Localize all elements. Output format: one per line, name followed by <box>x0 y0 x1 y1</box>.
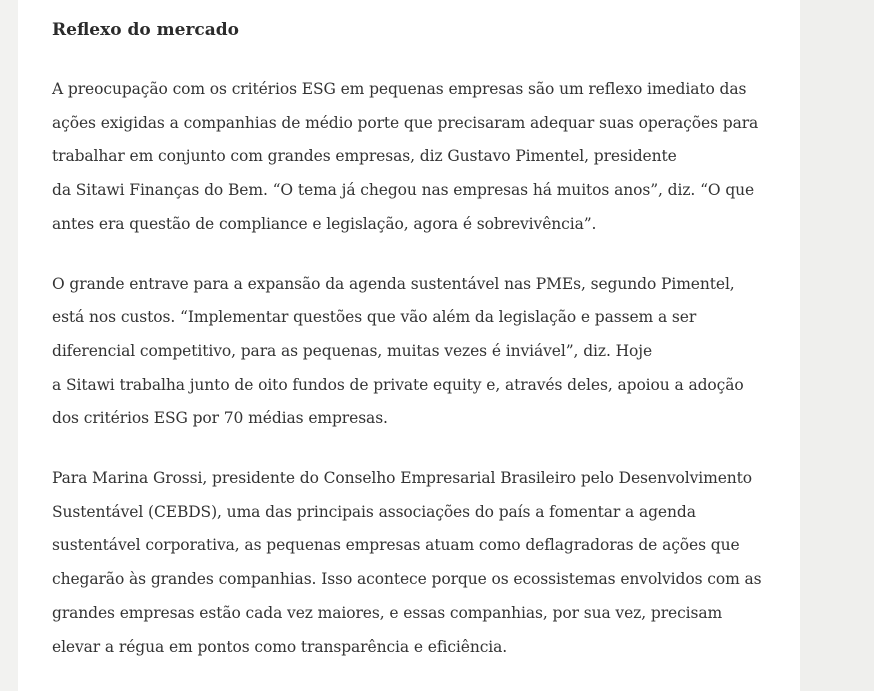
paragraph-line: O grande entrave para a expansão da agenda sustentável nas PMEs, segundo Pimentel, <box>52 274 735 293</box>
paragraph-line: está nos custos. “Implementar questões que vão além da legislação e passem a ser <box>52 308 697 327</box>
paragraph-line: A preocupação com os critérios ESG em pequenas empresas são um reflexo imediato das <box>52 80 747 98</box>
paragraph-line: a Sitawi trabalha junto de oito fundos de private equity e, através deles, apoiou a adoção <box>52 375 744 394</box>
article-body <box>52 14 762 690</box>
paragraph-line: chegarão às grandes companhias. Isso acontece porque os ecossistemas envolvidos com as <box>52 570 762 589</box>
paragraph-line: Sustentável (CEBDS), uma das principais associações do país a fomentar a agenda <box>52 502 696 521</box>
paragraph-line: elevar a régua em pontos como transparência e eficiência. <box>52 637 508 656</box>
paragraph-line: grandes empresas estão cada vez maiores, e essas companhias, por sua vez, precisam <box>52 603 723 622</box>
paragraph-line: trabalhar em conjunto com grandes empresas, diz Gustavo Pimentel, presidente <box>52 147 677 166</box>
paragraph <box>52 462 762 664</box>
paragraph-line: ações exigidas a companhias de médio porte que precisaram adequar suas operações para <box>52 113 759 132</box>
paragraph-line: diferencial competitivo, para as pequenas, muitas vezes é inviável”, diz. Hoje <box>52 341 653 360</box>
paragraph <box>52 73 759 242</box>
section-heading: Reflexo do mercado <box>52 20 240 40</box>
paragraph-line: Para Marina Grossi, presidente do Conselho Empresarial Brasileiro pelo Desenvolvimento <box>52 469 753 488</box>
paragraph-line: dos critérios ESG por 70 médias empresas. <box>52 409 388 428</box>
paragraph-line: da Sitawi Finanças do Bem. “O tema já chegou nas empresas há muitos anos”, diz. “O que <box>52 181 755 200</box>
right-margin <box>800 0 874 691</box>
paragraph <box>52 268 742 437</box>
paragraph-line: sustentável corporativa, as pequenas empresas atuam como deflagradoras de ações que <box>52 536 740 555</box>
paragraph-line: antes era questão de compliance e legislação, agora é sobrevivência”. <box>52 214 597 233</box>
